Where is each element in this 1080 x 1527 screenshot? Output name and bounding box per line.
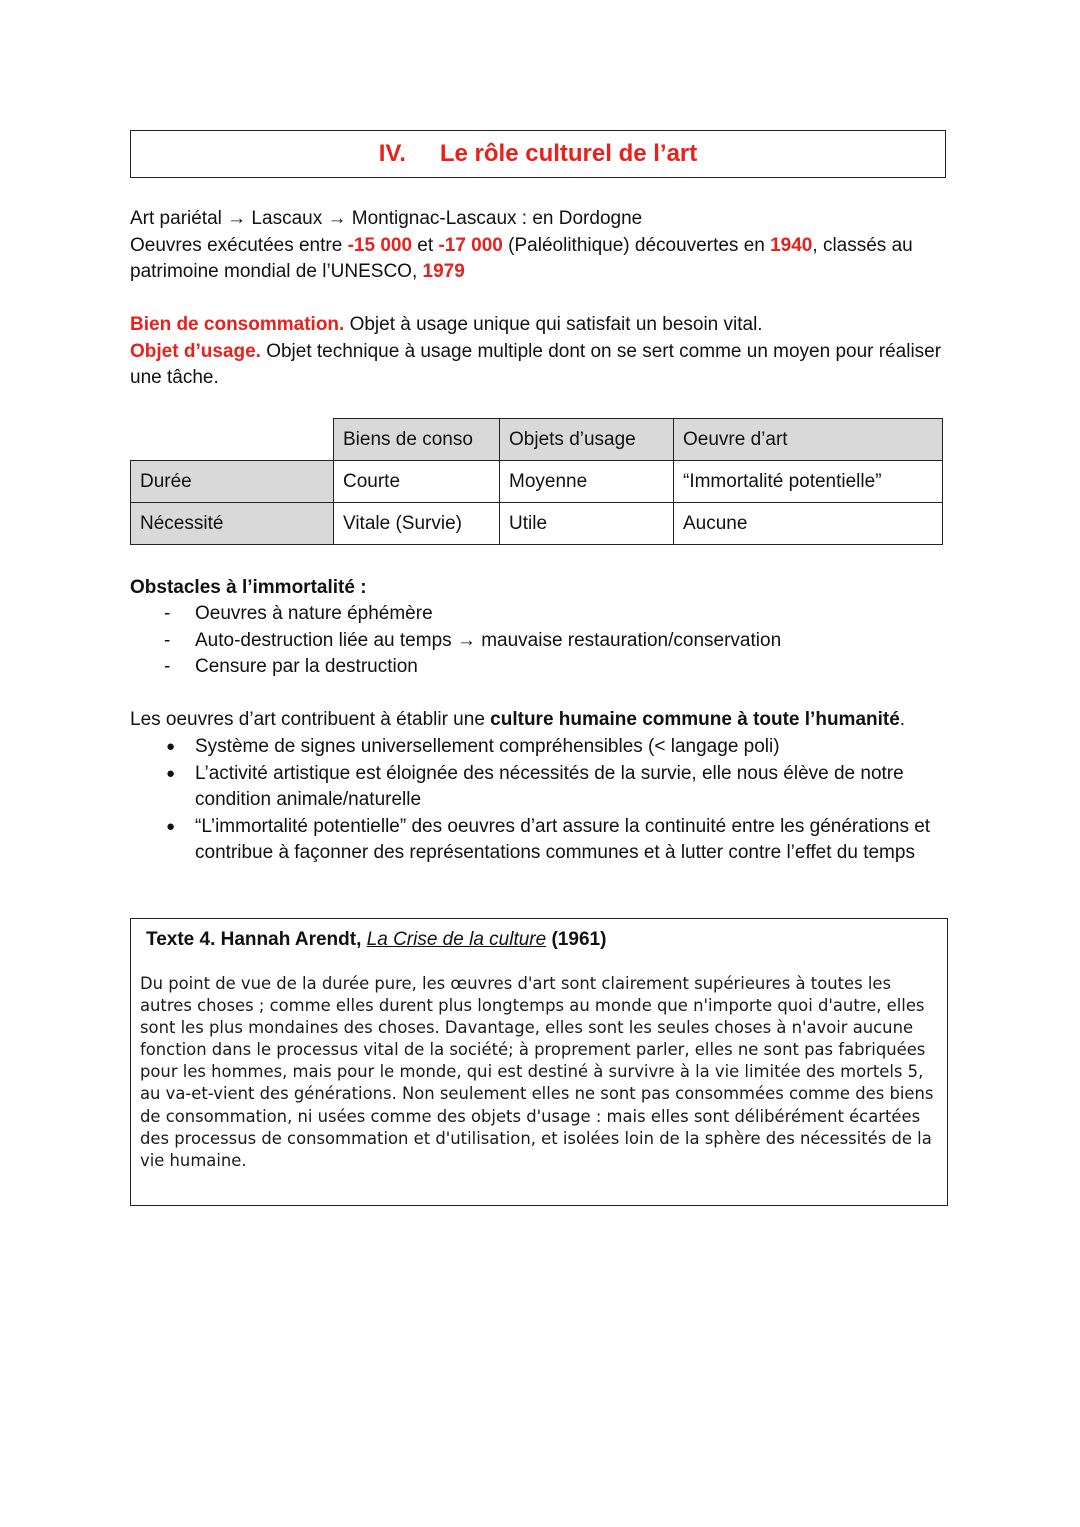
table-header-row: [131, 419, 943, 461]
table-cell: Vitale (Survie): [334, 503, 500, 545]
list-item-text: Système de signes universellement compréhensibles (< langage poli): [195, 736, 780, 757]
table-header-cell: Biens de conso: [334, 419, 500, 461]
list-item: [130, 761, 950, 814]
definition-text: Objet à usage unique qui satisfait un besoin vital.: [344, 314, 763, 335]
table-row: [131, 461, 943, 503]
table-cell: Aucune: [674, 503, 943, 545]
definitions-paragraph: [130, 312, 950, 392]
table-cell: Courte: [334, 461, 500, 503]
list-item: [130, 601, 950, 628]
table-header-cell: Oeuvre d’art: [674, 419, 943, 461]
intro-line-1: Art pariétal → Lascaux → Montignac-Lascaux : en Dordogne: [130, 208, 643, 229]
list-item: [130, 654, 950, 681]
table-cell: “Immortalité potentielle”: [674, 461, 943, 503]
table-cell: Utile: [500, 503, 674, 545]
intro-text: et: [412, 234, 439, 256]
definition-text: Objet technique à usage multiple dont on se sert comme un moyen pour réaliser une tâche.: [130, 340, 942, 388]
table-header-cell: Objets d’usage: [500, 419, 674, 461]
definition-use-object: [130, 339, 950, 392]
table-cell: Moyenne: [500, 461, 674, 503]
dash-marker: -: [164, 603, 171, 624]
list-item-text: Censure par la destruction: [195, 656, 418, 677]
obstacles-heading: Obstacles à l’immortalité :: [130, 577, 367, 598]
table-row-label: Nécessité: [131, 503, 334, 545]
definition-consumer-good: [130, 312, 950, 339]
comparison-table: [130, 418, 943, 545]
intro-text: Oeuvres exécutées entre: [130, 234, 348, 256]
bullet-marker: ●: [166, 764, 176, 782]
list-item-text: L’activité artistique est éloignée des nécessités de la survie, elle nous élève de notre condition animale/naturelle: [195, 762, 904, 810]
table-row-label: Durée: [131, 461, 334, 503]
quote-heading: [146, 929, 606, 951]
bullet-marker: ●: [166, 738, 176, 755]
definition-term: Bien de consommation.: [130, 314, 345, 335]
culture-list: [130, 734, 950, 867]
list-item-text: Oeuvres à nature éphémère: [195, 603, 433, 624]
year-highlight: 1979: [422, 261, 465, 282]
dash-marker: -: [164, 656, 171, 677]
intro-line-2: [130, 233, 950, 286]
list-item: [130, 628, 950, 655]
culture-intro-end: .: [899, 709, 906, 730]
obstacles-list: [130, 601, 950, 681]
intro-paragraph: [130, 206, 950, 286]
date-highlight: -15 000: [347, 234, 413, 256]
table-row: [131, 503, 943, 545]
culture-intro-bold: culture humaine commune à toute l’humanité: [490, 709, 900, 730]
culture-intro: [130, 707, 950, 734]
quote-label: Texte 4. Hannah Arendt,: [146, 929, 367, 950]
list-item: [130, 734, 950, 761]
table-corner-cell: [131, 419, 334, 461]
list-item-text: “L’immortalité potentielle” des oeuvres d’art assure la continuité entre les générations et contribue à façonner des représentations communes et à lutter contre l’effet du temps: [195, 815, 931, 863]
section-title-box: [130, 130, 946, 178]
quote-box: [130, 918, 948, 1206]
list-item-text: Auto-destruction liée au temps → mauvaise restauration/conservation: [195, 629, 782, 651]
list-item: [130, 814, 950, 867]
quote-year: (1961): [546, 929, 607, 950]
quote-book-title: La Crise de la culture: [366, 929, 547, 950]
year-highlight: 1940: [770, 234, 813, 256]
quote-text: Du point de vue de la durée pure, les œuvres d'art sont clairement supérieures à toutes les autres choses ; comme elles durent plus longtemps au monde que n'importe quoi d'autre, elles sont les plus mondaines des choses. Davantage, elles sont les seules choses à n'avoir aucune fonction dans le processus vital de la société; à proprement parler, elles ne sont pas fabriquées pour les hommes, mais pour le monde, qui est destiné à survivre à la vie limitée des mortels 5, au va-et-vient des générations. Non seulement elles ne sont pas consommées comme des biens de consommation, ni usées comme des objets d'usage : mais elles sont délibérément écartées des processus de consommation et d'utilisation, et isolées loin de la sphère des nécessités de la vie humaine.: [140, 974, 934, 1170]
section-number: IV.: [378, 140, 406, 167]
dash-marker: -: [164, 629, 171, 651]
culture-intro-text: Les oeuvres d’art contribuent à établir une: [130, 709, 491, 730]
definition-term: Objet d’usage.: [130, 340, 261, 362]
section-title: Le rôle culturel de l’art: [439, 140, 698, 167]
date-highlight: -17 000: [438, 234, 503, 256]
bullet-marker: ●: [166, 817, 176, 835]
intro-text: , classés au patrimoine mondial de l’UNESCO,: [130, 234, 913, 282]
intro-text: (Paléolithique) découvertes en: [502, 234, 771, 256]
